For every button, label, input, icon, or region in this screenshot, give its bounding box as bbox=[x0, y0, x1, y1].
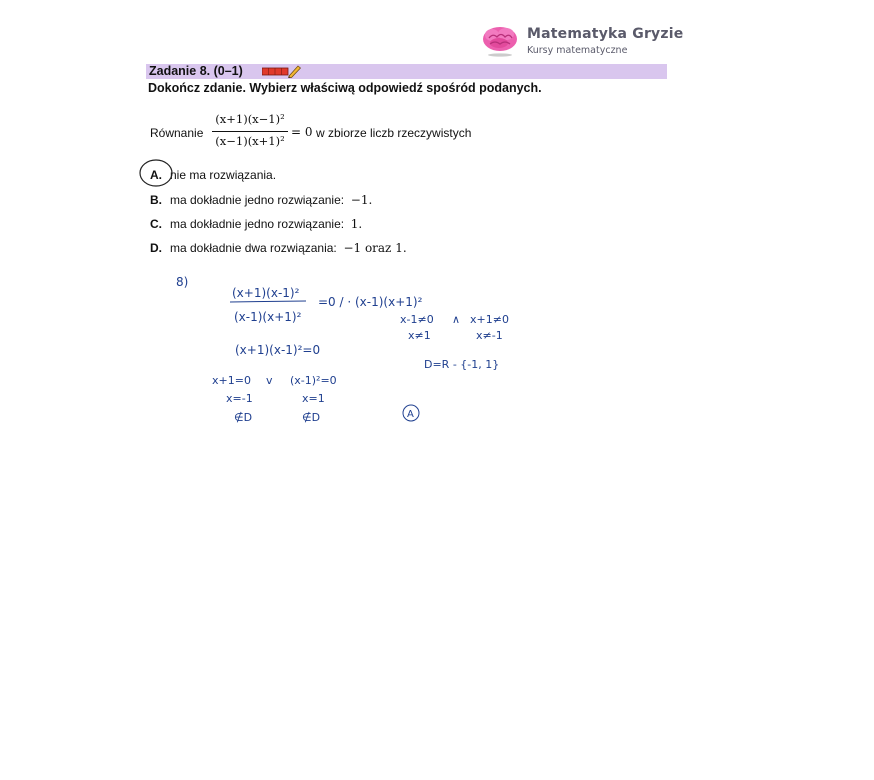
brand-subtitle: Kursy matematyczne bbox=[527, 45, 628, 56]
answer-letter: C. bbox=[150, 217, 162, 231]
answer-math: 1. bbox=[350, 217, 363, 231]
answer-a-circle-mark bbox=[140, 160, 172, 186]
answer-math: −1 oraz 1. bbox=[343, 241, 407, 255]
hw-condition-2-result: x≠-1 bbox=[476, 329, 503, 342]
hw-chosen-answer: A bbox=[407, 409, 414, 420]
answer-math: −1. bbox=[350, 193, 373, 207]
brand-title: Matematyka Gryzie bbox=[527, 26, 684, 42]
hw-case-2-note: ∉D bbox=[302, 411, 321, 424]
hw-simplified-equation: (x+1)(x-1)²=0 bbox=[235, 343, 321, 357]
task-instruction: Dokończ zdanie. Wybierz właściwą odpowiedź spośród podanych. bbox=[148, 81, 542, 95]
answer-text: ma dokładnie dwa rozwiązania: bbox=[170, 241, 337, 255]
hw-case-1-note: ∉D bbox=[234, 411, 253, 424]
hw-and-sign: ∧ bbox=[452, 313, 461, 326]
hw-condition-2: x+1≠0 bbox=[470, 313, 509, 326]
hw-condition-1-result: x≠1 bbox=[408, 329, 431, 342]
hw-fraction-bar bbox=[230, 301, 306, 302]
answer-letter: A. bbox=[150, 168, 162, 182]
equation-lead-word: Równanie bbox=[150, 126, 204, 140]
hw-task-number: 8) bbox=[176, 275, 189, 289]
answer-letter: D. bbox=[150, 241, 162, 255]
hw-case-2-result: x=1 bbox=[302, 392, 325, 405]
answer-letter: B. bbox=[150, 193, 162, 207]
hw-domain: D=R - {-1, 1} bbox=[424, 358, 500, 371]
hw-eq-rhs: =0 / · (x-1)(x+1)² bbox=[318, 295, 423, 309]
fraction-numerator: (x+1)(x−1)² bbox=[215, 112, 285, 126]
answer-text: ma dokładnie jedno rozwiązanie: bbox=[170, 193, 345, 207]
hw-case-1: x+1=0 bbox=[212, 374, 251, 387]
hw-or-sign: v bbox=[266, 374, 273, 387]
hw-case-2: (x-1)²=0 bbox=[290, 374, 337, 387]
hw-condition-1: x-1≠0 bbox=[400, 313, 434, 326]
answer-text: ma dokładnie jedno rozwiązanie: bbox=[170, 217, 345, 231]
hw-case-1-result: x=-1 bbox=[226, 392, 253, 405]
hw-eq-denominator: (x-1)(x+1)² bbox=[234, 310, 302, 324]
equation-equals-zero: = 0 bbox=[291, 125, 313, 139]
hw-eq-numerator: (x+1)(x-1)² bbox=[232, 286, 300, 300]
answer-text: nie ma rozwiązania. bbox=[170, 168, 277, 182]
equation-tail: w zbiorze liczb rzeczywistych bbox=[316, 126, 472, 140]
fraction-denominator: (x−1)(x+1)² bbox=[215, 134, 285, 148]
task-label: Zadanie 8. (0–1) bbox=[149, 64, 243, 78]
